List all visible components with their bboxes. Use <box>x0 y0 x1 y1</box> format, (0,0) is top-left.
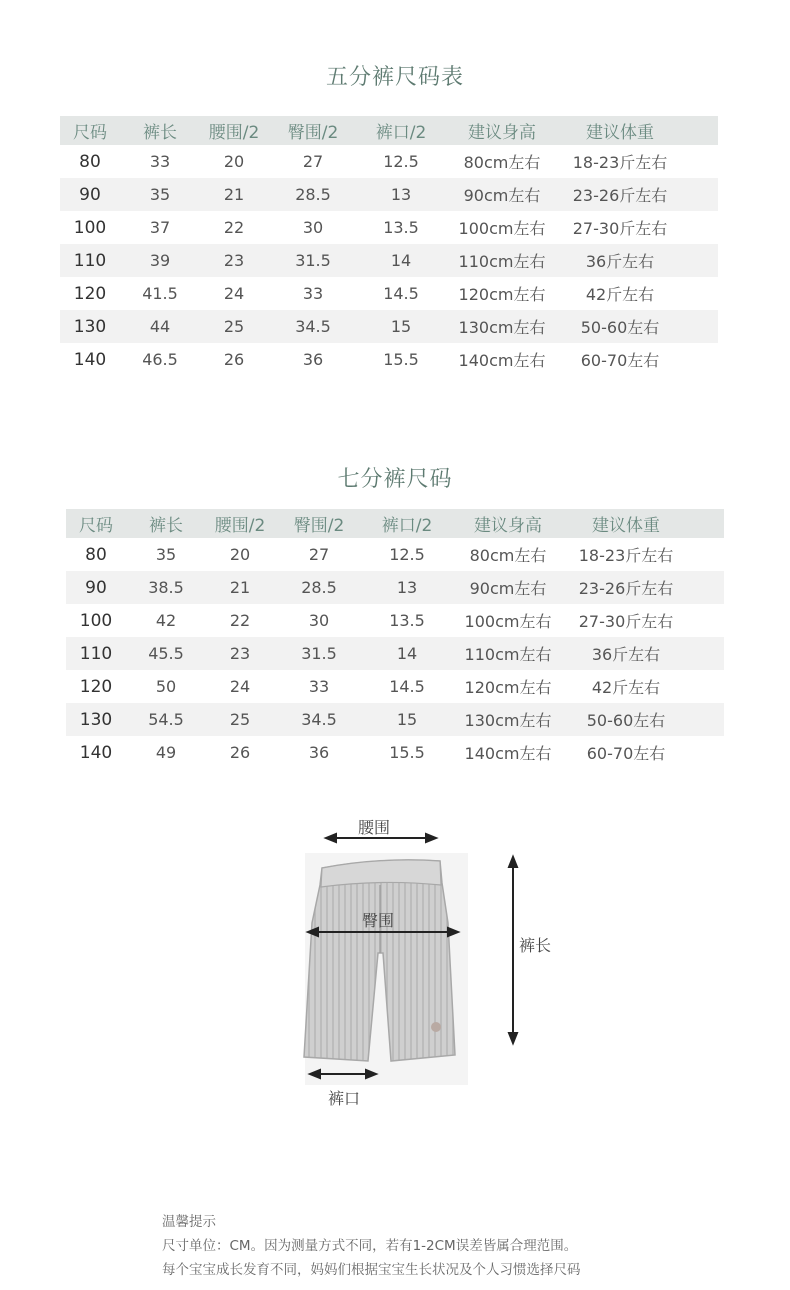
table-cell: 22 <box>229 611 251 630</box>
table-cell: 33 <box>308 677 330 696</box>
table-cell: 20 <box>229 545 251 564</box>
table-cell: 14.5 <box>383 284 419 303</box>
size-cell: 130 <box>79 709 113 730</box>
table-cell: 13 <box>390 185 412 204</box>
column-header: 臀围/2 <box>293 516 345 536</box>
table-cell: 26 <box>223 350 245 369</box>
column-header: 建议身高 <box>468 123 536 143</box>
size-cell: 80 <box>79 151 101 172</box>
table-cell: 110cm左右 <box>458 252 546 271</box>
size-table-cropped <box>66 509 724 769</box>
table-cell: 13 <box>396 578 418 597</box>
length-arrow <box>509 857 517 1043</box>
table-row <box>66 703 724 736</box>
table-cell: 12.5 <box>389 545 425 564</box>
table-cell: 140cm左右 <box>464 744 552 763</box>
table-row <box>60 310 718 343</box>
table-cell: 42 <box>155 611 177 630</box>
table-cell: 35 <box>149 185 171 204</box>
table-cell: 36斤左右 <box>591 645 661 664</box>
table-cell: 39 <box>149 251 171 270</box>
column-header: 裤口/2 <box>375 123 427 143</box>
table-cell: 34.5 <box>295 317 331 336</box>
size-cell: 140 <box>73 349 107 370</box>
table-cell: 140cm左右 <box>458 351 546 370</box>
table-cell: 15 <box>396 710 418 729</box>
table-row <box>66 670 724 703</box>
table-cell: 18-23斤左右 <box>578 546 674 565</box>
table-cell: 24 <box>223 284 245 303</box>
size-cell: 100 <box>73 217 107 238</box>
hip-label: 臀围 <box>362 911 395 930</box>
table-cell: 90cm左右 <box>463 186 541 205</box>
column-header: 臀围/2 <box>287 123 339 143</box>
table-cell: 50 <box>155 677 177 696</box>
measurement-diagram <box>290 805 570 1115</box>
table-cell: 38.5 <box>148 578 184 597</box>
table-row <box>60 343 718 376</box>
table-row <box>60 145 718 178</box>
size-cell: 110 <box>73 250 107 271</box>
tips-line-unit: 尺寸单位：CM。因为测量方式不同，若有1-2CM误差皆属合理范围。 <box>162 1238 578 1254</box>
size-cell: 90 <box>79 184 101 205</box>
table-cell: 60-70左右 <box>586 744 666 763</box>
length-label: 裤长 <box>519 936 552 955</box>
tips-heading: 温馨提示 <box>162 1214 216 1230</box>
column-header: 建议体重 <box>586 123 654 143</box>
table-cell: 31.5 <box>295 251 331 270</box>
table-cell: 30 <box>302 218 324 237</box>
table-cell: 22 <box>223 218 245 237</box>
waist-label: 腰围 <box>358 818 391 837</box>
table-cell: 60-70左右 <box>580 351 660 370</box>
table-cell: 13.5 <box>383 218 419 237</box>
table-cell: 15.5 <box>389 743 425 762</box>
column-header: 腰围/2 <box>214 516 266 536</box>
size-table-shorts <box>60 116 718 376</box>
table-cell: 25 <box>223 317 245 336</box>
column-header: 裤口/2 <box>381 516 433 536</box>
size-cell: 110 <box>79 643 113 664</box>
table-cell: 21 <box>229 578 251 597</box>
table-cell: 80cm左右 <box>463 153 541 172</box>
tips-line-choose: 每个宝宝成长发育不同，妈妈们根据宝宝生长状况及个人习惯选择尺码 <box>162 1262 581 1278</box>
table-cell: 27-30斤左右 <box>578 612 674 631</box>
table-row <box>66 604 724 637</box>
table-cell: 36斤左右 <box>585 252 655 271</box>
table-cell: 27 <box>302 152 324 171</box>
table-cell: 25 <box>229 710 251 729</box>
table-header-row <box>66 509 724 538</box>
column-header: 裤长 <box>149 516 183 536</box>
table-cell: 46.5 <box>142 350 178 369</box>
table-cell: 100cm左右 <box>464 612 552 631</box>
table-cell: 33 <box>302 284 324 303</box>
size-cell: 140 <box>79 742 113 763</box>
column-header: 尺码 <box>73 123 107 143</box>
table-cell: 36 <box>308 743 330 762</box>
table-cell: 34.5 <box>301 710 337 729</box>
table-cell: 28.5 <box>301 578 337 597</box>
table-cell: 18-23斤左右 <box>572 153 668 172</box>
size-cell: 100 <box>79 610 113 631</box>
table-cell: 49 <box>155 743 177 762</box>
table-row <box>66 538 724 571</box>
table-cell: 42斤左右 <box>591 678 661 697</box>
table-cell: 21 <box>223 185 245 204</box>
size-cell: 120 <box>79 676 113 697</box>
table-cell: 15 <box>390 317 412 336</box>
table-cell: 13.5 <box>389 611 425 630</box>
size-cell: 80 <box>85 544 107 565</box>
table-cell: 20 <box>223 152 245 171</box>
table-cell: 36 <box>302 350 324 369</box>
table-cell: 100cm左右 <box>458 219 546 238</box>
table-cell: 41.5 <box>142 284 178 303</box>
table-cell: 90cm左右 <box>469 579 547 598</box>
table-cell: 120cm左右 <box>464 678 552 697</box>
table1-title: 五分裤尺码表 <box>325 65 464 90</box>
table-cell: 31.5 <box>301 644 337 663</box>
table-cell: 130cm左右 <box>458 318 546 337</box>
column-header: 建议体重 <box>592 516 660 536</box>
table-cell: 15.5 <box>383 350 419 369</box>
table-row <box>66 571 724 604</box>
table-cell: 28.5 <box>295 185 331 204</box>
table-row <box>60 244 718 277</box>
table-cell: 24 <box>229 677 251 696</box>
table-cell: 120cm左右 <box>458 285 546 304</box>
table-cell: 27 <box>308 545 330 564</box>
table-row <box>66 736 724 769</box>
hem-label: 裤口 <box>328 1089 361 1108</box>
table-cell: 130cm左右 <box>464 711 552 730</box>
table-cell: 42斤左右 <box>585 285 655 304</box>
table-cell: 23-26斤左右 <box>578 579 674 598</box>
tips-section <box>162 1210 581 1282</box>
column-header: 裤长 <box>143 123 177 143</box>
table-cell: 23 <box>223 251 245 270</box>
table-cell: 50-60左右 <box>586 711 666 730</box>
table-cell: 14 <box>390 251 412 270</box>
table-cell: 37 <box>149 218 171 237</box>
table-cell: 30 <box>308 611 330 630</box>
size-cell: 130 <box>73 316 107 337</box>
table-header-row <box>60 116 718 145</box>
table-cell: 23 <box>229 644 251 663</box>
table-row <box>60 178 718 211</box>
table-cell: 33 <box>149 152 171 171</box>
table-cell: 26 <box>229 743 251 762</box>
table-cell: 14.5 <box>389 677 425 696</box>
table-cell: 54.5 <box>148 710 184 729</box>
size-cell: 90 <box>85 577 107 598</box>
table-cell: 110cm左右 <box>464 645 552 664</box>
table-row <box>60 211 718 244</box>
table-cell: 50-60左右 <box>580 318 660 337</box>
column-header: 腰围/2 <box>208 123 260 143</box>
size-cell: 120 <box>73 283 107 304</box>
table-cell: 45.5 <box>148 644 184 663</box>
table-cell: 23-26斤左右 <box>572 186 668 205</box>
table-cell: 80cm左右 <box>469 546 547 565</box>
column-header: 建议身高 <box>474 516 542 536</box>
table-cell: 35 <box>155 545 177 564</box>
table-row <box>66 637 724 670</box>
table-cell: 27-30斤左右 <box>572 219 668 238</box>
pants-illustration <box>290 805 570 1115</box>
table-cell: 12.5 <box>383 152 419 171</box>
table2-title: 七分裤尺码 <box>337 467 453 492</box>
table-cell: 14 <box>396 644 418 663</box>
column-header: 尺码 <box>79 516 113 536</box>
table-row <box>60 277 718 310</box>
table-cell: 44 <box>149 317 171 336</box>
